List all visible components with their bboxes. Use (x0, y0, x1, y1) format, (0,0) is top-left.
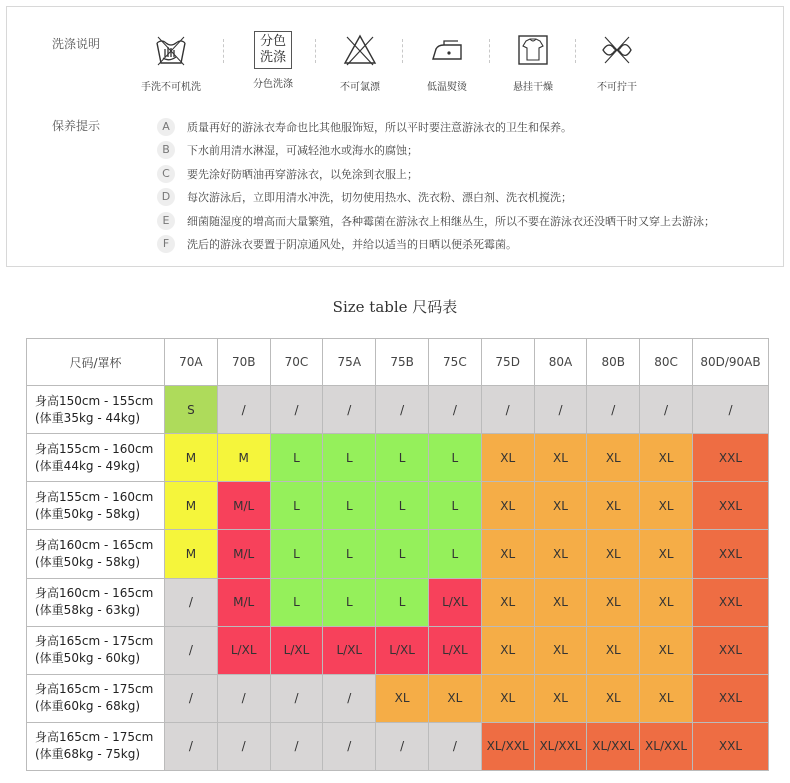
size-cell: L/XL (428, 626, 481, 674)
icon-divider (315, 39, 316, 63)
size-cell: XL (481, 674, 534, 722)
size-cell: XL (376, 674, 429, 722)
tip-letter: A (157, 118, 175, 136)
size-row-header (27, 722, 165, 770)
size-table-row (27, 386, 769, 434)
size-cell: XL (534, 434, 587, 482)
care-panel (6, 6, 784, 267)
size-cell: L (428, 530, 481, 578)
care-item-separate-wash (233, 33, 313, 90)
size-cell: L (323, 530, 376, 578)
hang-dry-icon (516, 33, 550, 67)
row-weight-range: (体重58kg - 63kg) (35, 603, 140, 618)
size-column-header: 75D (481, 339, 534, 386)
size-cell: / (270, 722, 323, 770)
tip-text: 质量再好的游泳衣寿命也比其他服饰短，所以平时要注意游泳衣的卫生和保养。 (187, 120, 572, 134)
size-cell: XL (587, 674, 640, 722)
tip-letter: B (157, 141, 175, 159)
size-cell: / (587, 386, 640, 434)
row-weight-range: (体重50kg - 58kg) (35, 554, 140, 569)
size-cell: XL (428, 674, 481, 722)
size-cell: M (165, 434, 218, 482)
size-cell: XL (587, 482, 640, 530)
wash-instructions-label: 洗涤说明 (52, 37, 101, 51)
size-cell: XL (481, 578, 534, 626)
size-cell: XXL (692, 434, 768, 482)
row-height-range: 身高155cm - 160cm (35, 441, 154, 456)
size-cell: / (692, 386, 768, 434)
size-column-header: 70B (217, 339, 270, 386)
tip-text: 要先涂好防晒油再穿游泳衣，以免涂到衣服上； (187, 167, 418, 181)
separate-wash-icon (254, 31, 292, 69)
size-row-header (27, 482, 165, 530)
tip-letter: E (157, 212, 175, 230)
icon-divider (402, 39, 403, 63)
size-cell: XXL (692, 482, 768, 530)
no-machine-wash-icon (154, 33, 188, 67)
size-cell: XL (481, 434, 534, 482)
size-column-header: 70C (270, 339, 323, 386)
size-cell: XXL (692, 722, 768, 770)
size-cell: / (640, 386, 693, 434)
care-icon-row (143, 33, 643, 95)
size-cell: L (270, 434, 323, 482)
size-cell: / (165, 722, 218, 770)
tip-letter: D (157, 188, 175, 206)
size-cell: L (428, 434, 481, 482)
size-cell: XL (534, 530, 587, 578)
size-cell: / (376, 722, 429, 770)
size-cell: L/XL (428, 578, 481, 626)
size-cell: S (165, 386, 218, 434)
icon-caption: 分色洗涤 (253, 79, 293, 90)
icon-divider (575, 39, 576, 63)
size-table-row (27, 626, 769, 674)
row-weight-range: (体重44kg - 49kg) (35, 458, 140, 473)
tip-letter: C (157, 165, 175, 183)
size-cell: / (165, 578, 218, 626)
size-cell: XL (587, 530, 640, 578)
size-table-row (27, 482, 769, 530)
size-cell: L (270, 482, 323, 530)
row-weight-range: (体重35kg - 44kg) (35, 410, 140, 425)
care-tip (157, 209, 787, 233)
size-cell: M (165, 482, 218, 530)
care-item-low-temp-iron (407, 33, 487, 93)
low-temp-iron-icon (430, 33, 464, 67)
size-cell: M/L (217, 482, 270, 530)
tip-text: 每次游泳后，立即用清水冲洗，切勿使用热水、洗衣粉、漂白剂、洗衣机搅洗； (187, 191, 572, 205)
size-cell: / (323, 674, 376, 722)
care-tip (157, 233, 787, 257)
icon-caption: 低温熨烫 (427, 82, 467, 93)
size-cell: XL (640, 578, 693, 626)
size-cell: / (428, 386, 481, 434)
size-cell: XL (640, 674, 693, 722)
no-wring-icon (600, 33, 634, 67)
size-cell: XL (481, 626, 534, 674)
size-cell: M (217, 434, 270, 482)
size-cell: L (376, 434, 429, 482)
tip-text: 洗后的游泳衣要置于阴凉通风处，并给以适当的日晒以便杀死霉菌。 (187, 238, 517, 252)
size-cell: / (217, 722, 270, 770)
size-cell: L (376, 530, 429, 578)
size-cell: / (217, 386, 270, 434)
size-cell: XL (640, 626, 693, 674)
size-row-header (27, 674, 165, 722)
size-cell: XL (481, 530, 534, 578)
size-cell: L (270, 530, 323, 578)
size-cell: / (376, 386, 429, 434)
size-row-header (27, 386, 165, 434)
separate-wash-icon-text: 分色 (259, 34, 286, 49)
size-cell: / (270, 674, 323, 722)
icon-caption: 手洗不可机洗 (141, 82, 201, 93)
size-cell: L (428, 482, 481, 530)
size-cell: XL (587, 434, 640, 482)
care-tips-label: 保养提示 (52, 119, 101, 133)
icon-caption: 悬挂干燥 (513, 82, 553, 93)
size-table-row (27, 722, 769, 770)
size-table-row (27, 674, 769, 722)
size-column-header: 75C (428, 339, 481, 386)
size-cell: / (481, 386, 534, 434)
size-cell: L/XL (376, 626, 429, 674)
row-weight-range: (体重50kg - 58kg) (35, 506, 140, 521)
size-cell: / (217, 674, 270, 722)
tip-letter: F (157, 235, 175, 253)
size-cell: M/L (217, 578, 270, 626)
row-height-range: 身高160cm - 165cm (35, 537, 154, 552)
size-table-body (27, 386, 769, 771)
separate-wash-icon-text: 洗涤 (259, 50, 286, 65)
size-cell: XL (534, 626, 587, 674)
care-item-hang-dry (493, 33, 573, 93)
size-cell: L (323, 482, 376, 530)
size-table-row (27, 578, 769, 626)
size-cell: XL (587, 578, 640, 626)
size-cell: L/XL (270, 626, 323, 674)
size-cell: L (376, 578, 429, 626)
size-table-row (27, 530, 769, 578)
size-row-header (27, 434, 165, 482)
size-cell: XL/XXL (534, 722, 587, 770)
size-cell: M (165, 530, 218, 578)
tip-text: 细菌随湿度的增高而大量繁殖，各种霉菌在游泳衣上相继丛生，所以不要在游泳衣还没晒干时又穿上去游泳； (187, 214, 715, 228)
size-row-header (27, 530, 165, 578)
tip-text: 下水前用清水淋湿，可减轻池水或海水的腐蚀； (187, 144, 418, 158)
care-tip (157, 162, 787, 186)
size-cell: / (534, 386, 587, 434)
size-cell: L (376, 482, 429, 530)
size-cell: XL (640, 434, 693, 482)
size-cell: L (270, 578, 323, 626)
size-cell: L (323, 434, 376, 482)
size-table-header-row (27, 339, 769, 386)
size-table-title: Size table 尺码表 (332, 298, 458, 316)
care-item-no-wring (577, 33, 657, 93)
size-cell: XL/XXL (481, 722, 534, 770)
icon-divider (489, 39, 490, 63)
size-column-header: 75B (376, 339, 429, 386)
care-tip (157, 186, 787, 210)
size-cell: M/L (217, 530, 270, 578)
row-weight-range: (体重50kg - 60kg) (35, 651, 140, 666)
icon-caption: 不可拧干 (597, 82, 637, 93)
size-cell: XL/XXL (640, 722, 693, 770)
row-height-range: 身高150cm - 155cm (35, 393, 154, 408)
size-cell: / (270, 386, 323, 434)
size-column-header: 80A (534, 339, 587, 386)
care-item-no-bleach (320, 33, 400, 93)
size-column-header: 80C (640, 339, 693, 386)
size-cell: XL (534, 674, 587, 722)
size-cell: XL (481, 482, 534, 530)
row-weight-range: (体重60kg - 68kg) (35, 699, 140, 714)
care-tips-list (157, 115, 787, 256)
care-tip (157, 139, 787, 163)
size-cell: XXL (692, 626, 768, 674)
size-cell: XXL (692, 530, 768, 578)
size-table-corner-header: 尺码/罩杯 (27, 339, 165, 386)
size-row-header (27, 578, 165, 626)
size-cell: XL (640, 482, 693, 530)
care-tip (157, 115, 787, 139)
size-cell: XL (587, 626, 640, 674)
row-height-range: 身高160cm - 165cm (35, 586, 154, 601)
size-cell: L (323, 578, 376, 626)
row-height-range: 身高165cm - 175cm (35, 634, 154, 649)
size-row-header (27, 626, 165, 674)
icon-divider (223, 39, 224, 63)
no-bleach-icon (343, 33, 377, 67)
row-weight-range: (体重68kg - 75kg) (35, 747, 140, 762)
size-cell: / (323, 386, 376, 434)
row-height-range: 身高165cm - 175cm (35, 682, 154, 697)
size-cell: XL/XXL (587, 722, 640, 770)
size-cell: / (165, 674, 218, 722)
size-cell: XL (640, 530, 693, 578)
size-column-header: 70A (165, 339, 218, 386)
row-height-range: 身高155cm - 160cm (35, 489, 154, 504)
size-table-row (27, 434, 769, 482)
icon-caption: 不可氯漂 (340, 82, 380, 93)
size-cell: L/XL (217, 626, 270, 674)
size-cell: XL (534, 578, 587, 626)
size-cell: XXL (692, 674, 768, 722)
size-table (26, 338, 769, 771)
size-cell: XXL (692, 578, 768, 626)
size-cell: XL (534, 482, 587, 530)
care-item-hand-wash (131, 33, 211, 93)
row-height-range: 身高165cm - 175cm (35, 730, 154, 745)
size-cell: L/XL (323, 626, 376, 674)
size-cell: / (165, 626, 218, 674)
size-cell: / (428, 722, 481, 770)
size-column-header: 80B (587, 339, 640, 386)
size-column-header: 80D/90AB (692, 339, 768, 386)
size-column-header: 75A (323, 339, 376, 386)
size-cell: / (323, 722, 376, 770)
